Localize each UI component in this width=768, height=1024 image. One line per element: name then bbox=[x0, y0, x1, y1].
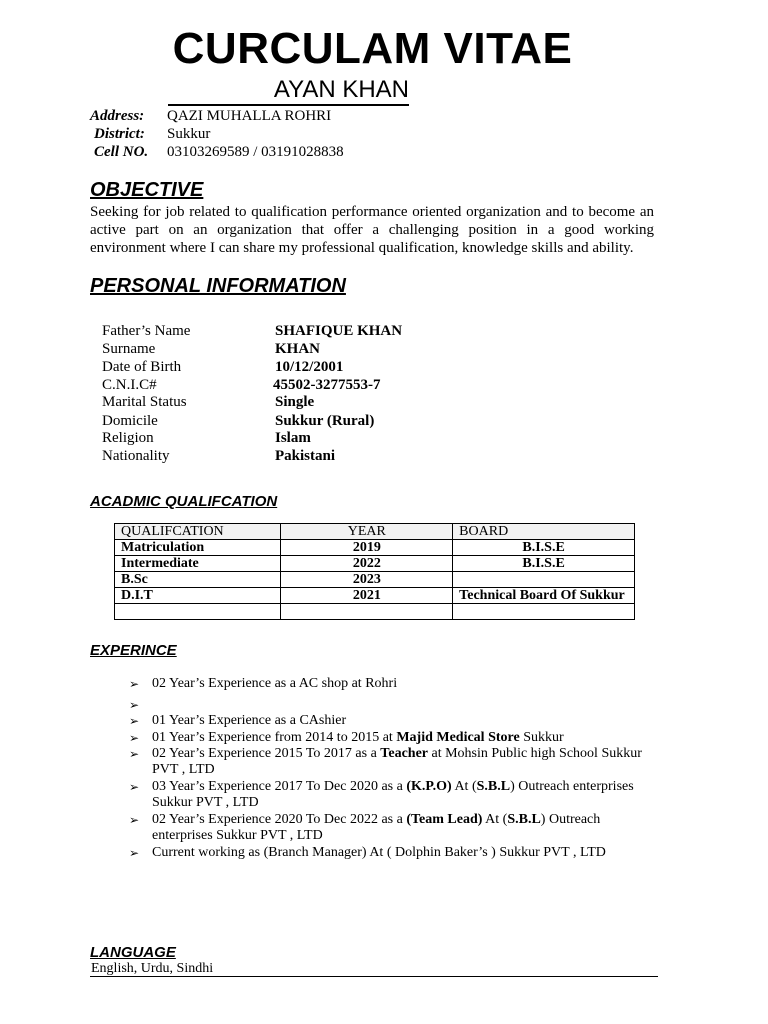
experience-text: 02 Year’s Experience 2020 To Dec 2022 as a (Team Lead) At (S.B.L) Outreach enterprises Sukkur PVT , LTD bbox=[152, 812, 601, 843]
table-cell: B.I.S.E bbox=[453, 540, 635, 556]
personal-value: Pakistani bbox=[275, 448, 336, 464]
personal-value: SHAFIQUE KHAN bbox=[275, 323, 403, 339]
personal-label: Religion bbox=[102, 430, 154, 446]
table-cell: 2021 bbox=[281, 588, 453, 604]
arrow-bullet-icon: ➢ bbox=[129, 698, 140, 712]
table-cell bbox=[453, 604, 635, 620]
personal-value: KHAN bbox=[275, 341, 320, 357]
table-cell: 2022 bbox=[281, 556, 453, 572]
experience-text: 02 Year’s Experience as a AC shop at Rohri bbox=[152, 676, 398, 691]
personal-info-heading: PERSONAL INFORMATION bbox=[90, 275, 346, 297]
personal-label: Date of Birth bbox=[102, 359, 182, 375]
table-row bbox=[115, 604, 635, 620]
contact-value: 03103269589 / 03191028838 bbox=[167, 144, 344, 160]
document-title: CURCULAM VITAE bbox=[172, 24, 573, 73]
table-cell: Intermediate bbox=[115, 556, 281, 572]
arrow-bullet-icon: ➢ bbox=[129, 780, 140, 794]
experience-text: Current working as (Branch Manager) At ( Dolphin Baker’s ) Sukkur PVT , LTD bbox=[152, 845, 606, 860]
table-cell: 2019 bbox=[281, 540, 453, 556]
contact-value: Sukkur bbox=[167, 126, 211, 142]
contact-label: District: bbox=[94, 126, 145, 142]
academic-heading: ACADMIC QUALIFCATION bbox=[90, 493, 278, 510]
table-header-cell: QUALIFCATION bbox=[115, 524, 281, 540]
personal-label: Nationality bbox=[102, 448, 170, 464]
table-cell: B.Sc bbox=[115, 572, 281, 588]
table-row bbox=[115, 588, 635, 604]
experience-heading: EXPERINCE bbox=[90, 642, 177, 659]
personal-label: Marital Status bbox=[102, 394, 187, 410]
language-text: English, Urdu, Sindhi bbox=[90, 961, 658, 977]
personal-label: Domicile bbox=[102, 413, 158, 429]
personal-label: Father’s Name bbox=[102, 323, 191, 339]
table-row bbox=[115, 572, 635, 588]
table-cell bbox=[453, 572, 635, 588]
table-header-cell: BOARD bbox=[453, 524, 635, 540]
experience-text: 03 Year’s Experience 2017 To Dec 2020 as a (K.P.O) At (S.B.L) Outreach enterprises Sukkur PVT , LTD bbox=[152, 779, 634, 810]
table-row bbox=[115, 556, 635, 572]
table-header-row bbox=[115, 524, 635, 540]
contact-label: Address: bbox=[90, 108, 145, 124]
experience-text: 01 Year’s Experience as a CAshier bbox=[152, 713, 347, 728]
table-cell bbox=[281, 604, 453, 620]
language-heading: LANGUAGE bbox=[90, 944, 176, 961]
objective-text: Seeking for job related to qualification performance oriented organization and to become an active part on an organization that offer a challenging position in a good working environment where I can share my professional qualification, knowledge skills and ability. bbox=[90, 204, 654, 256]
arrow-bullet-icon: ➢ bbox=[129, 747, 140, 761]
table-cell bbox=[115, 604, 281, 620]
table-cell: D.I.T bbox=[115, 588, 281, 604]
table-cell: 2023 bbox=[281, 572, 453, 588]
arrow-bullet-icon: ➢ bbox=[129, 677, 140, 691]
arrow-bullet-icon: ➢ bbox=[129, 813, 140, 827]
personal-value: Sukkur (Rural) bbox=[275, 413, 375, 429]
personal-label: C.N.I.C# bbox=[102, 377, 157, 393]
experience-text: 01 Year’s Experience from 2014 to 2015 at Majid Medical Store Sukkur bbox=[152, 730, 564, 745]
candidate-name: AYAN KHAN bbox=[168, 76, 409, 106]
arrow-bullet-icon: ➢ bbox=[129, 714, 140, 728]
arrow-bullet-icon: ➢ bbox=[129, 846, 140, 860]
objective-heading: OBJECTIVE bbox=[90, 179, 204, 201]
contact-label: Cell NO. bbox=[94, 144, 149, 160]
table-cell: B.I.S.E bbox=[453, 556, 635, 572]
personal-value: 10/12/2001 bbox=[275, 359, 344, 375]
experience-text: 02 Year’s Experience 2015 To 2017 as a Teacher at Mohsin Public high School Sukkur PVT , LTD bbox=[152, 746, 642, 777]
arrow-bullet-icon: ➢ bbox=[129, 731, 140, 745]
table-row bbox=[115, 540, 635, 556]
personal-value: 45502-3277553-7 bbox=[273, 377, 381, 393]
table-cell: Technical Board Of Sukkur bbox=[453, 588, 635, 604]
table-cell: Matriculation bbox=[115, 540, 281, 556]
qualification-table bbox=[114, 523, 635, 620]
personal-label: Surname bbox=[102, 341, 156, 357]
personal-value: Islam bbox=[275, 430, 311, 446]
personal-value: Single bbox=[275, 394, 315, 410]
contact-value: QAZI MUHALLA ROHRI bbox=[167, 108, 332, 124]
table-header-cell: YEAR bbox=[281, 524, 453, 540]
